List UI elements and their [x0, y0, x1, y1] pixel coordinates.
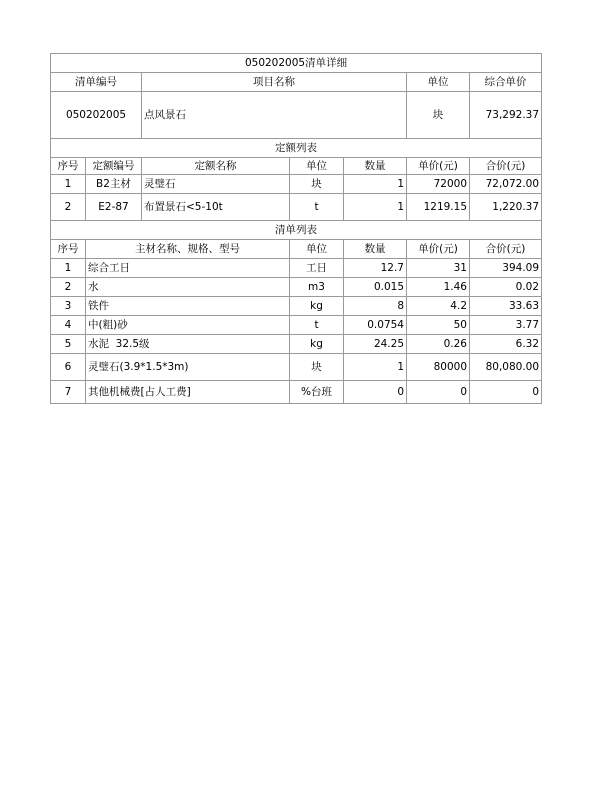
material-row-unit-price: 4.2	[407, 297, 470, 316]
item-unit-header: 单位	[407, 73, 470, 92]
material-row-unit-price: 1.46	[407, 278, 470, 297]
material-row-qty: 12.7	[344, 259, 407, 278]
material-row-seq: 7	[51, 381, 86, 404]
quota-unit-price-header: 单价(元)	[407, 158, 470, 175]
material-row-qty: 8	[344, 297, 407, 316]
material-row-seq: 6	[51, 354, 86, 381]
quota-name-header: 定额名称	[142, 158, 290, 175]
material-unit-price-header: 单价(元)	[407, 240, 470, 259]
material-row-unit: kg	[290, 297, 344, 316]
material-row-unit-price: 0	[407, 381, 470, 404]
quota-row-total: 72,072.00	[470, 175, 542, 194]
material-row-seq: 5	[51, 335, 86, 354]
material-row-unit: 块	[290, 354, 344, 381]
material-row-unit: 工日	[290, 259, 344, 278]
item-name-header: 项目名称	[142, 73, 407, 92]
item-price: 73,292.37	[470, 92, 542, 139]
material-row-total: 33.63	[470, 297, 542, 316]
material-row-unit-price: 80000	[407, 354, 470, 381]
quota-row-seq: 1	[51, 175, 86, 194]
material-qty-header: 数量	[344, 240, 407, 259]
material-row-name: 水	[86, 278, 290, 297]
material-row-qty: 1	[344, 354, 407, 381]
quota-row-code: B2主材	[86, 175, 142, 194]
material-row-total: 394.09	[470, 259, 542, 278]
material-row-total: 80,080.00	[470, 354, 542, 381]
material-row-qty: 24.25	[344, 335, 407, 354]
material-row-unit: kg	[290, 335, 344, 354]
quota-qty-header: 数量	[344, 158, 407, 175]
item-code-header: 清单编号	[51, 73, 142, 92]
material-row-total: 0	[470, 381, 542, 404]
material-row-seq: 3	[51, 297, 86, 316]
quota-row-unit: 块	[290, 175, 344, 194]
item-price-header: 综合单价	[470, 73, 542, 92]
quota-row-unit-price: 1219.15	[407, 194, 470, 221]
material-row-seq: 4	[51, 316, 86, 335]
material-row-unit-price: 31	[407, 259, 470, 278]
material-row-name: 综合工日	[86, 259, 290, 278]
material-row-qty: 0.015	[344, 278, 407, 297]
quota-row-unit: t	[290, 194, 344, 221]
material-row-qty: 0.0754	[344, 316, 407, 335]
quota-row-code: E2-87	[86, 194, 142, 221]
material-seq-header: 序号	[51, 240, 86, 259]
material-row-name: 中(粗)砂	[86, 316, 290, 335]
material-row-name: 灵璧石(3.9*1.5*3m)	[86, 354, 290, 381]
material-row-unit: t	[290, 316, 344, 335]
material-row-total: 3.77	[470, 316, 542, 335]
material-unit-header: 单位	[290, 240, 344, 259]
material-section-title: 清单列表	[51, 221, 542, 240]
detail-table	[50, 53, 542, 404]
page-title: 050202005清单详细	[51, 54, 542, 73]
material-row-unit-price: 0.26	[407, 335, 470, 354]
material-row-unit: %台班	[290, 381, 344, 404]
quota-unit-header: 单位	[290, 158, 344, 175]
quota-row-seq: 2	[51, 194, 86, 221]
quota-section-title: 定额列表	[51, 139, 542, 158]
material-total-header: 合价(元)	[470, 240, 542, 259]
material-row-unit-price: 50	[407, 316, 470, 335]
quota-row-total: 1,220.37	[470, 194, 542, 221]
material-row-qty: 0	[344, 381, 407, 404]
item-name: 点风景石	[142, 92, 407, 139]
item-unit: 块	[407, 92, 470, 139]
quota-row-qty: 1	[344, 194, 407, 221]
material-row-name: 水泥 32.5级	[86, 335, 290, 354]
quota-total-header: 合价(元)	[470, 158, 542, 175]
quota-row-unit-price: 72000	[407, 175, 470, 194]
quota-row-name: 布置景石<5-10t	[142, 194, 290, 221]
material-row-unit: m3	[290, 278, 344, 297]
quota-row-name: 灵璧石	[142, 175, 290, 194]
quota-code-header: 定额编号	[86, 158, 142, 175]
quota-row-qty: 1	[344, 175, 407, 194]
material-row-name: 铁件	[86, 297, 290, 316]
material-row-total: 0.02	[470, 278, 542, 297]
material-row-seq: 2	[51, 278, 86, 297]
quota-seq-header: 序号	[51, 158, 86, 175]
item-code: 050202005	[51, 92, 142, 139]
material-row-seq: 1	[51, 259, 86, 278]
material-row-total: 6.32	[470, 335, 542, 354]
material-name-header: 主材名称、规格、型号	[86, 240, 290, 259]
material-row-name: 其他机械费[占人工费]	[86, 381, 290, 404]
